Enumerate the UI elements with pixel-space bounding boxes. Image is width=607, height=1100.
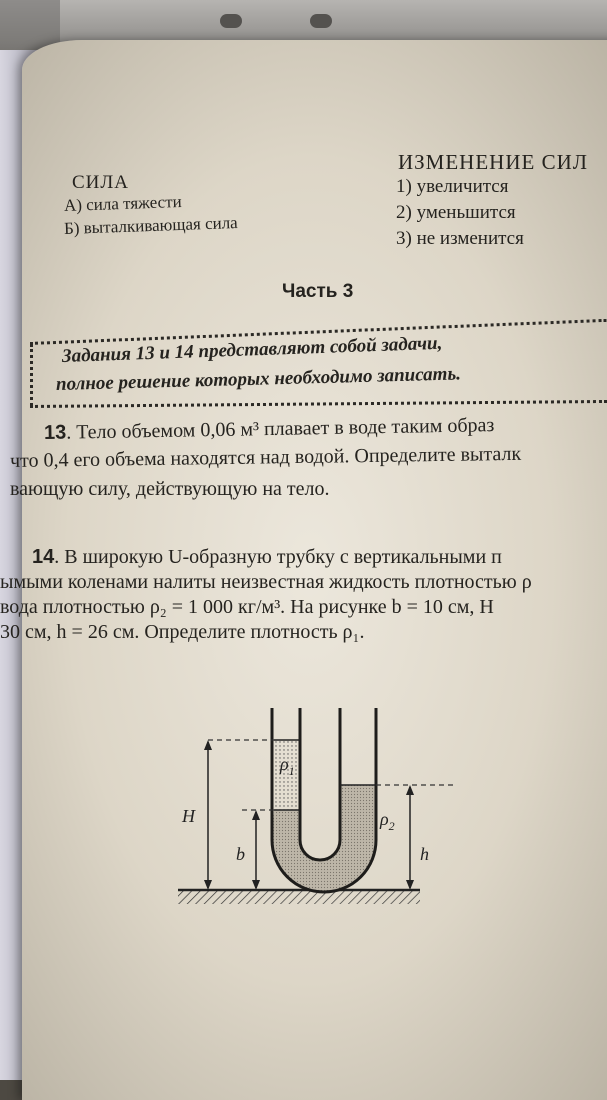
force-item-b: Б) выталкивающая сила <box>63 212 238 239</box>
laptop-dot <box>220 14 242 28</box>
force-column-header: СИЛА <box>72 172 130 193</box>
part-title: Часть 3 <box>282 281 354 302</box>
change-item-3: 3) не изменится <box>396 228 524 249</box>
change-item-1: 1) увеличится <box>396 176 509 197</box>
task14-text-1: . В широкую U-образную трубку с вертикальными п <box>54 546 502 568</box>
tube-inner-wall <box>300 708 340 860</box>
task13-number: 13 <box>43 421 67 444</box>
task14-line-3: вода плотностью ρ₂ = 1 000 кг/м³. На рисунке b = 10 см, H <box>0 596 494 618</box>
label-h: h <box>420 844 429 864</box>
change-column-header: ИЗМЕНЕНИЕ СИЛ <box>398 150 589 174</box>
label-rho1: $\rho_1$ <box>280 754 295 778</box>
task13-text-1: . Тело объемом 0,06 м³ плавает в воде таким образ <box>66 414 495 444</box>
label-H: H <box>182 806 195 826</box>
liquid-rho1 <box>274 740 300 810</box>
label-rho2: $\rho_2$ <box>380 809 395 833</box>
laptop-dot <box>310 14 332 28</box>
label-b: b <box>236 844 245 864</box>
h-arrow-head-bottom <box>406 880 414 890</box>
task13-line-3: вающую силу, действующую на тело. <box>10 478 330 500</box>
u-tube-figure <box>170 700 460 935</box>
h-arrow-head-top <box>406 785 414 795</box>
task14-line-2: ымыми коленами налиты неизвестная жидкость плотностью ρ <box>0 571 532 593</box>
H-arrow-head-bottom <box>204 880 212 890</box>
notice-left-border <box>30 344 33 406</box>
task14-line-4: 30 см, h = 26 см. Определите плотность ρ₁. <box>0 621 365 643</box>
ground-hatch <box>178 890 420 904</box>
task14-line-1 <box>32 546 502 569</box>
notice-line-2: полное решение которых необходимо записать. <box>55 363 462 395</box>
force-item-a: А) сила тяжести <box>63 191 182 216</box>
b-arrow-head-top <box>252 810 260 820</box>
H-arrow-head-top <box>204 740 212 750</box>
task13-line-2: что 0,4 его объема находятся над водой. Определите выталк <box>9 442 522 472</box>
notice-line-1: Задания 13 и 14 представляют собой задачи, <box>61 332 443 367</box>
change-item-2: 2) уменьшится <box>396 202 516 223</box>
b-arrow-head-bottom <box>252 880 260 890</box>
task14-number: 14 <box>32 546 55 568</box>
